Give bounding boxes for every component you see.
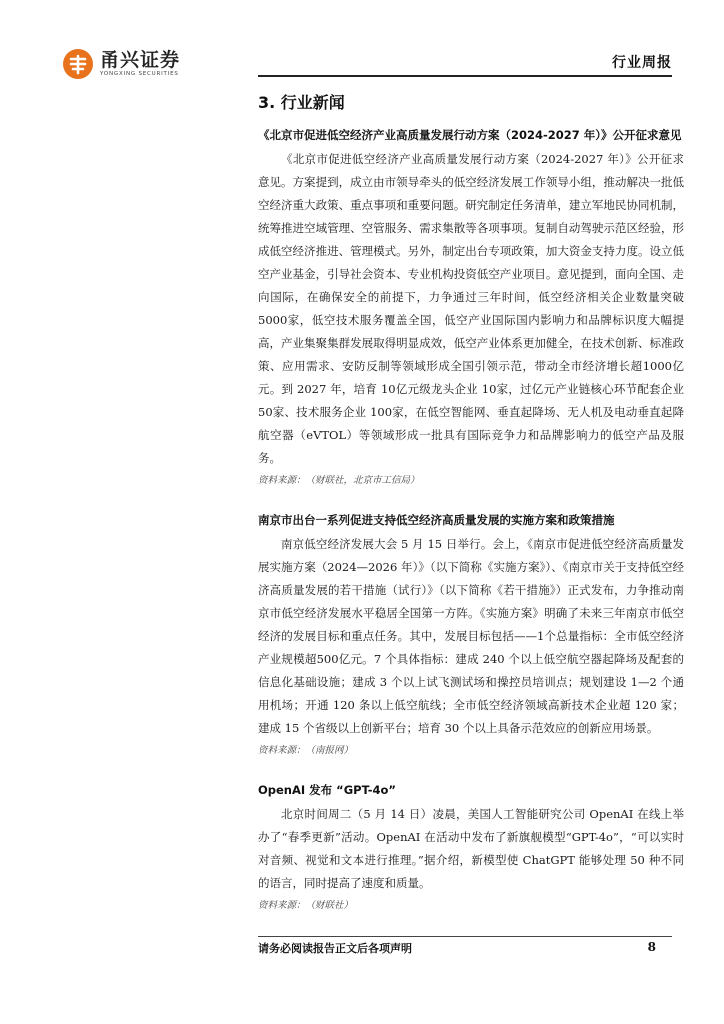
news-body: 南京低空经济发展大会 5 月 15 日举行。会上，《南京市促进低空经济高质量发展实施方案（2024—2026 年）》（以下简称《实施方案》）、《南京市关于支持低空经济高质量发展的若干措施（试行）》（以下简称《若干措施》）正式发布，力争推动南京市低空经济发展水平稳居全国第一方阵。《实施方案》明确了未来三年南京市低空经济的发展目标和重点任务。其中，发展目标包括——1个总量指标：全市低空经济产业规模超500亿元。7 个具体指标：建成 240 个以上低空航空器起降场及配套的信息化基础设施；建成 3 个以上试飞测试场和操控员培训点；规划建设 1—2 个通用机场；开通 120 条以上低空航线；全市低空经济领域高新技术企业超 120 家；建成 15 个省级以上创新平台；培育 30 个以上具备示范效应的创新应用场景。 (258, 537, 684, 735)
news-item-beijing (258, 127, 684, 486)
footer-disclaimer: 请务必阅读报告正文后各项声明 (258, 942, 412, 955)
logo-name-en: YONGXING SECURITIES (100, 71, 179, 77)
news-source: 资料来源：（财联社，北京市工信局） (258, 475, 420, 486)
news-item-openai (258, 782, 684, 911)
news-source: 资料来源：（南报网） (258, 745, 354, 756)
news-body: 北京时间周二（5 月 14 日）凌晨，美国人工智能研究公司 OpenAI 在线上举办了“春季更新”活动。OpenAI 在活动中发布了新旗舰模型“GPT-4o”，“可以实时对音频、视觉和文本进行推理。”据介绍，新模型使 ChatGPT 能够处理 50 种不同的语言，同时提高了速度和质量。 (258, 807, 684, 890)
news-source: 资料来源：（财联社） (258, 900, 354, 911)
company-logo (62, 48, 180, 80)
logo-name-cn: 甬兴证券 (100, 49, 181, 71)
page-number: 8 (647, 940, 656, 954)
main-content (258, 90, 684, 911)
logo-mark-icon (62, 48, 94, 80)
news-title: 南京市出台一系列促进支持低空经济高质量发展的实施方案和政策措施 (258, 513, 615, 527)
footer-divider (258, 936, 672, 937)
news-item-nanjing (258, 512, 684, 756)
news-title: OpenAI 发布 “GPT-4o” (258, 783, 396, 797)
report-type-label: 行业周报 (612, 55, 672, 71)
news-title: 《北京市促进低空经济产业高质量发展行动方案（2024-2027 年）》公开征求意见 (258, 128, 682, 142)
news-body: 《北京市促进低空经济产业高质量发展行动方案（2024-2027 年）》公开征求意见。方案提到，成立由市领导牵头的低空经济发展工作领导小组，推动解决一批低空经济重大政策、重点事项和重要问题。研究制定任务清单，建立军地民协同机制，统筹推进空域管理、空管服务、需求集散等各项事项。复制自动驾驶示范区经验，形成低空经济推进、管理模式。另外，制定出台专项政策，加大资金支持力度。设立低空产业基金，引导社会资本、专业机构投资低空产业项目。意见提到，面向全国、走向国际，在确保安全的前提下，力争通过三年时间，低空经济相关企业数量突破5000家，低空技术服务覆盖全国，低空产业国际国内影响力和品牌标识度大幅提高，产业集聚集群发展取得明显成效，低空产业体系更加健全，在技术创新、标准政策、应用需求、安防反制等领域形成全国引领示范，带动全市经济增长超1000亿元。到 2027 年，培育 10亿元级龙头企业 10家，过亿元产业链核心环节配套企业 50家、技术服务企业 100家，在低空智能网、垂直起降场、无人机及电动垂直起降航空器（eVTOL）等领域形成一批具有国际竞争力和品牌影响力的低空产品及服务。 (258, 152, 684, 465)
section-title: 3. 行业新闻 (258, 93, 345, 112)
page-header (0, 0, 724, 80)
header-divider (258, 75, 672, 77)
